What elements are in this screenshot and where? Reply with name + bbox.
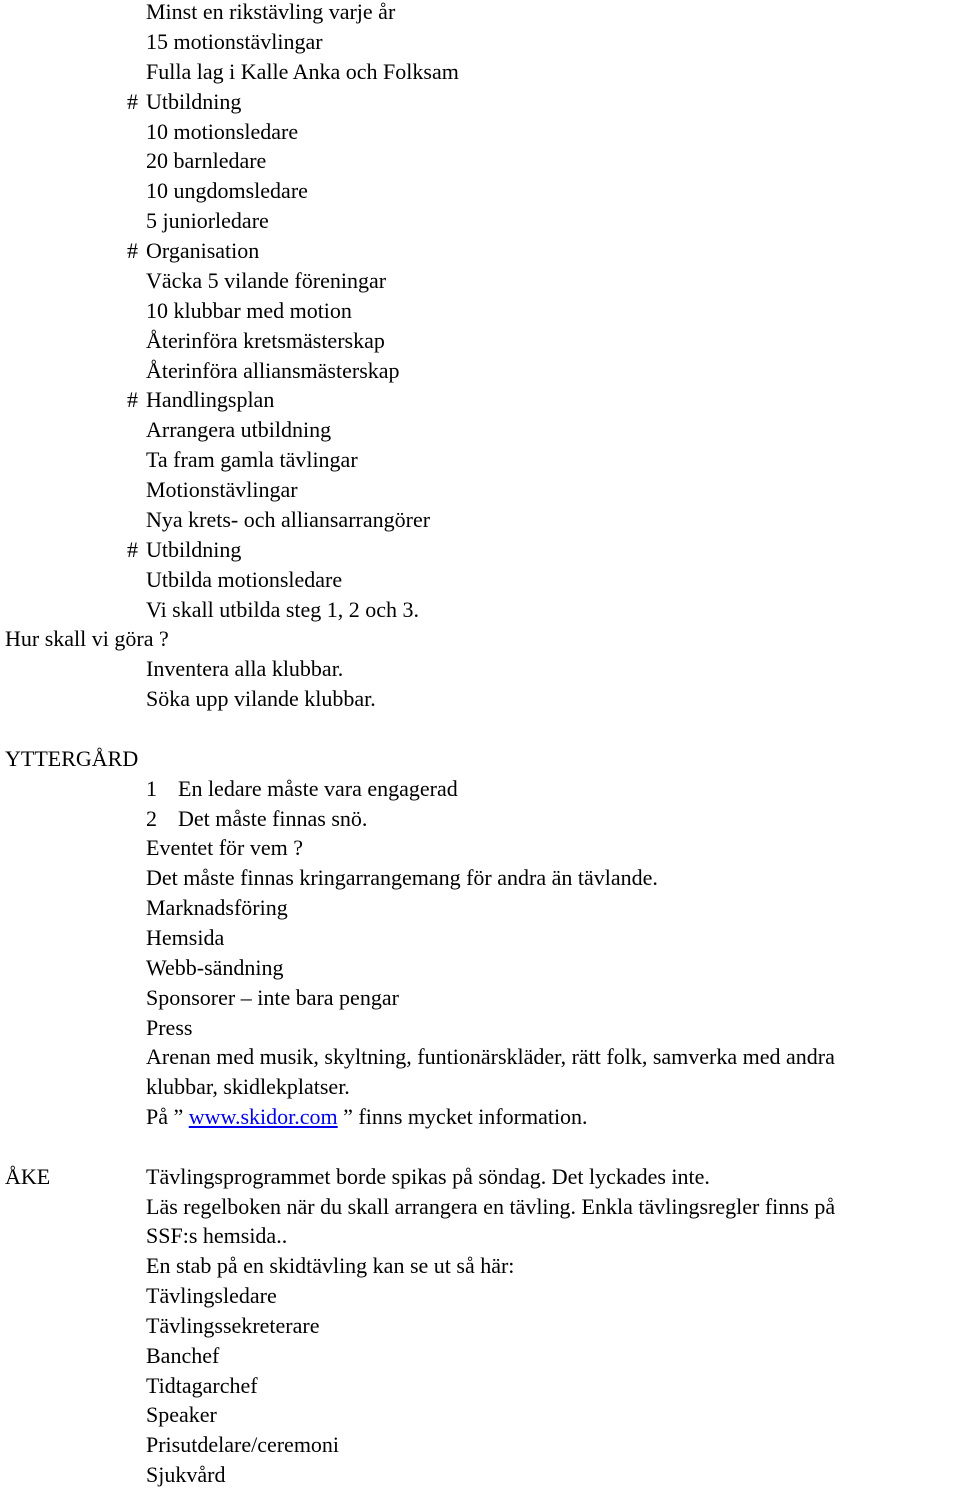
list-item: Arrangera utbildning [146,417,332,442]
section-hash: # [127,89,138,114]
list-item: Väcka 5 vilande föreningar [146,268,387,293]
list-item: Återinföra kretsmästerskap [146,328,385,353]
section-hash: # [127,537,138,562]
paragraph-line: Arenan med musik, skyltning, funtionärskläder, rätt folk, samverka med andra [146,1044,835,1069]
list-item: Press [146,1015,193,1040]
list-item: Eventet för vem ? [146,835,303,860]
role-item: Tävlingssekreterare [146,1313,320,1338]
paragraph-line: klubbar, skidlekplatser. [146,1074,350,1099]
item-text: Det måste finnas snö. [178,806,368,831]
section-hash: # [127,238,138,263]
list-item: Hemsida [146,925,225,950]
list-item: Marknadsföring [146,895,288,920]
goal-item: Minst en rikstävling varje år [146,0,396,24]
list-item: Utbilda motionsledare [146,567,343,592]
goal-item: Fulla lag i Kalle Anka och Folksam [146,59,459,84]
list-item: Vi skall utbilda steg 1, 2 och 3. [146,597,420,622]
item-text: En ledare måste vara engagerad [178,776,458,801]
list-item: Webb-sändning [146,955,284,980]
list-item: 10 klubbar med motion [146,298,352,323]
paragraph-line: En stab på en skidtävling kan se ut så här: [146,1253,515,1278]
item-number: 1 [146,776,157,801]
speaker-label-ake: ÅKE [5,1164,51,1189]
list-item: Ta fram gamla tävlingar [146,447,358,472]
paragraph-line: Läs regelboken när du skall arrangera en tävling. Enkla tävlingsregler finns på [146,1194,836,1219]
role-item: Speaker [146,1402,217,1427]
list-item: 10 motionsledare [146,119,299,144]
role-item: Prisutdelare/ceremoni [146,1432,340,1457]
section-heading-organisation: Organisation [146,238,260,263]
list-item: Återinföra alliansmästerskap [146,358,400,383]
goal-item: 15 motionstävlingar [146,29,323,54]
question-heading: Hur skall vi göra ? [5,626,169,651]
list-item: Söka upp vilande klubbar. [146,686,376,711]
role-item: Banchef [146,1343,220,1368]
skidor-link[interactable]: www.skidor.com [188,1104,338,1129]
list-item: Motionstävlingar [146,477,298,502]
item-number: 2 [146,806,157,831]
list-item: Det måste finnas kringarrangemang för andra än tävlande. [146,865,658,890]
list-item: Inventera alla klubbar. [146,656,344,681]
link-prefix: På ” [146,1104,184,1129]
numbered-item [146,806,367,832]
role-item: Tävlingsledare [146,1283,277,1308]
list-item: 10 ungdomsledare [146,178,308,203]
section-hash: # [127,387,138,412]
list-item: Nya krets- och alliansarrangörer [146,507,431,532]
role-item: Tidtagarchef [146,1373,258,1398]
paragraph-line: SSF:s hemsida.. [146,1223,288,1248]
role-item: Sjukvård [146,1462,226,1487]
list-item: Sponsorer – inte bara pengar [146,985,399,1010]
numbered-item [146,776,458,802]
section-heading-utbildning-2: Utbildning [146,537,242,562]
list-item: 5 juniorledare [146,208,269,233]
section-heading-handlingsplan: Handlingsplan [146,387,275,412]
section-heading-utbildning: Utbildning [146,89,242,114]
list-item: 20 barnledare [146,148,267,173]
link-sentence [146,1104,588,1130]
paragraph-line: Tävlingsprogrammet borde spikas på söndag. Det lyckades inte. [146,1164,710,1189]
link-suffix: ” finns mycket information. [343,1104,588,1129]
speaker-label-yttergard: YTTERGÅRD [5,746,139,771]
